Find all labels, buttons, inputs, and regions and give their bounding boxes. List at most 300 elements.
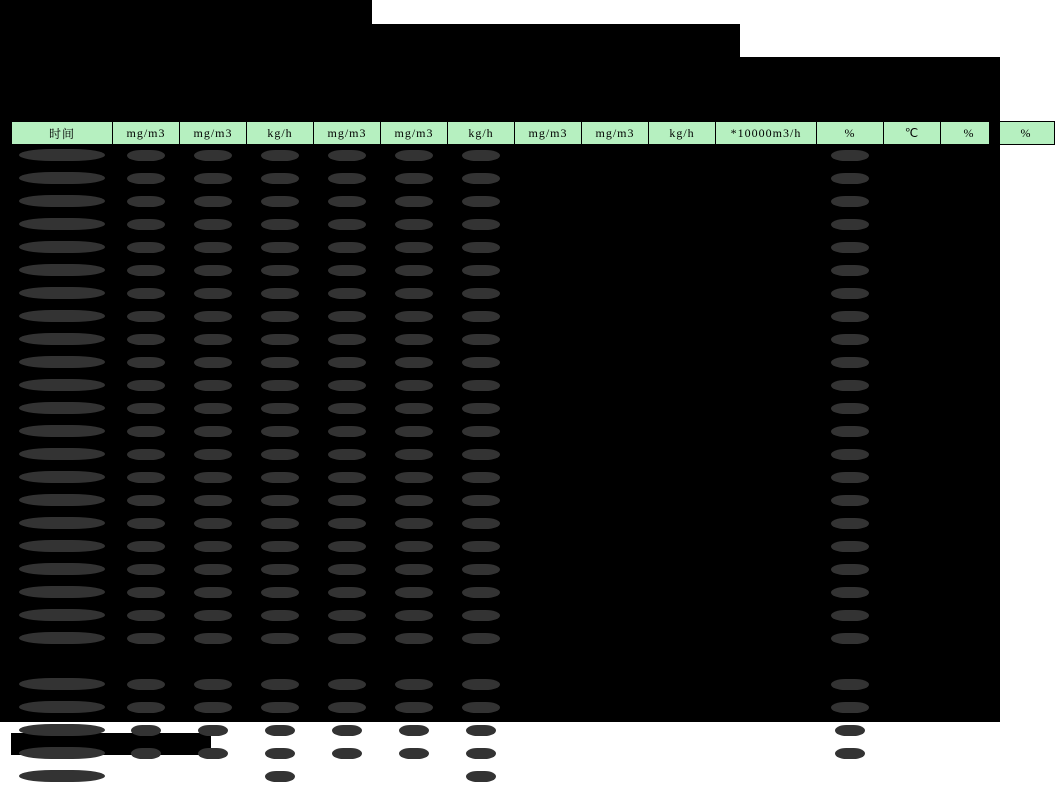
cell-r3-c6[interactable] [448, 214, 515, 237]
table-row[interactable] [12, 145, 1055, 169]
cell-r9-c7[interactable] [515, 352, 582, 375]
cell-r2-c14[interactable] [998, 191, 1055, 214]
cell-r9-c12[interactable] [884, 352, 941, 375]
cell-r11-c3[interactable] [247, 398, 314, 421]
cell-r8-c0[interactable] [12, 329, 113, 352]
cell-r11-c1[interactable] [113, 398, 180, 421]
cell-r26-c9[interactable] [649, 743, 716, 766]
cell-r9-c6[interactable] [448, 352, 515, 375]
cell-r10-c3[interactable] [247, 375, 314, 398]
cell-r19-c14[interactable] [998, 582, 1055, 605]
cell-r4-c9[interactable] [649, 237, 716, 260]
cell-r17-c12[interactable] [884, 536, 941, 559]
cell-r0-c14[interactable] [998, 145, 1055, 169]
cell-r15-c2[interactable] [180, 490, 247, 513]
cell-r10-c0[interactable] [12, 375, 113, 398]
cell-r12-c1[interactable] [113, 421, 180, 444]
cell-r19-c6[interactable] [448, 582, 515, 605]
cell-r21-c6[interactable] [448, 628, 515, 651]
cell-r17-c9[interactable] [649, 536, 716, 559]
cell-r17-c2[interactable] [180, 536, 247, 559]
cell-r12-c6[interactable] [448, 421, 515, 444]
cell-r16-c11[interactable] [817, 513, 884, 536]
table-row[interactable] [12, 306, 1055, 329]
cell-r21-c2[interactable] [180, 628, 247, 651]
cell-r27-c0[interactable] [12, 766, 113, 789]
cell-r22-c12[interactable] [884, 651, 941, 674]
cell-r6-c14[interactable] [998, 283, 1055, 306]
cell-r13-c3[interactable] [247, 444, 314, 467]
cell-r20-c3[interactable] [247, 605, 314, 628]
column-header-11[interactable]: % [817, 122, 884, 145]
cell-r16-c14[interactable] [998, 513, 1055, 536]
column-header-3[interactable]: kg/h [247, 122, 314, 145]
cell-r13-c7[interactable] [515, 444, 582, 467]
cell-r2-c0[interactable] [12, 191, 113, 214]
cell-r18-c11[interactable] [817, 559, 884, 582]
cell-r25-c12[interactable] [884, 720, 941, 743]
cell-r10-c7[interactable] [515, 375, 582, 398]
cell-r12-c10[interactable] [716, 421, 817, 444]
cell-r14-c8[interactable] [582, 467, 649, 490]
cell-r19-c1[interactable] [113, 582, 180, 605]
cell-r22-c9[interactable] [649, 651, 716, 674]
cell-r19-c10[interactable] [716, 582, 817, 605]
cell-r4-c3[interactable] [247, 237, 314, 260]
cell-r24-c11[interactable] [817, 697, 884, 720]
cell-r25-c13[interactable] [941, 720, 998, 743]
cell-r0-c10[interactable] [716, 145, 817, 169]
cell-r23-c9[interactable] [649, 674, 716, 697]
cell-r21-c5[interactable] [381, 628, 448, 651]
cell-r13-c8[interactable] [582, 444, 649, 467]
cell-r13-c2[interactable] [180, 444, 247, 467]
table-row[interactable] [12, 168, 1055, 191]
cell-r18-c7[interactable] [515, 559, 582, 582]
cell-r18-c2[interactable] [180, 559, 247, 582]
cell-r3-c9[interactable] [649, 214, 716, 237]
cell-r0-c7[interactable] [515, 145, 582, 169]
cell-r18-c0[interactable] [12, 559, 113, 582]
cell-r2-c10[interactable] [716, 191, 817, 214]
cell-r18-c1[interactable] [113, 559, 180, 582]
cell-r18-c4[interactable] [314, 559, 381, 582]
cell-r15-c1[interactable] [113, 490, 180, 513]
cell-r19-c3[interactable] [247, 582, 314, 605]
cell-r24-c10[interactable] [716, 697, 817, 720]
cell-r11-c4[interactable] [314, 398, 381, 421]
cell-r2-c11[interactable] [817, 191, 884, 214]
cell-r27-c5[interactable] [381, 766, 448, 789]
cell-r6-c3[interactable] [247, 283, 314, 306]
cell-r1-c10[interactable] [716, 168, 817, 191]
cell-r12-c5[interactable] [381, 421, 448, 444]
table-row[interactable] [12, 720, 1055, 743]
cell-r8-c3[interactable] [247, 329, 314, 352]
cell-r7-c5[interactable] [381, 306, 448, 329]
cell-r4-c4[interactable] [314, 237, 381, 260]
cell-r22-c8[interactable] [582, 651, 649, 674]
column-header-1[interactable]: mg/m3 [113, 122, 180, 145]
cell-r10-c11[interactable] [817, 375, 884, 398]
cell-r24-c14[interactable] [998, 697, 1055, 720]
cell-r9-c9[interactable] [649, 352, 716, 375]
cell-r5-c9[interactable] [649, 260, 716, 283]
cell-r12-c2[interactable] [180, 421, 247, 444]
cell-r4-c6[interactable] [448, 237, 515, 260]
cell-r20-c4[interactable] [314, 605, 381, 628]
cell-r7-c12[interactable] [884, 306, 941, 329]
cell-r17-c14[interactable] [998, 536, 1055, 559]
cell-r24-c7[interactable] [515, 697, 582, 720]
cell-r2-c1[interactable] [113, 191, 180, 214]
cell-r26-c6[interactable] [448, 743, 515, 766]
cell-r3-c8[interactable] [582, 214, 649, 237]
cell-r14-c7[interactable] [515, 467, 582, 490]
table-row[interactable] [12, 283, 1055, 306]
cell-r23-c3[interactable] [247, 674, 314, 697]
cell-r22-c3[interactable] [247, 651, 314, 674]
cell-r16-c1[interactable] [113, 513, 180, 536]
cell-r10-c14[interactable] [998, 375, 1055, 398]
table-row[interactable] [12, 444, 1055, 467]
cell-r12-c12[interactable] [884, 421, 941, 444]
cell-r11-c12[interactable] [884, 398, 941, 421]
cell-r26-c3[interactable] [247, 743, 314, 766]
cell-r20-c0[interactable] [12, 605, 113, 628]
cell-r9-c11[interactable] [817, 352, 884, 375]
cell-r20-c9[interactable] [649, 605, 716, 628]
cell-r21-c9[interactable] [649, 628, 716, 651]
cell-r4-c0[interactable] [12, 237, 113, 260]
table-row[interactable] [12, 329, 1055, 352]
cell-r27-c8[interactable] [582, 766, 649, 789]
cell-r11-c2[interactable] [180, 398, 247, 421]
column-header-8[interactable]: mg/m3 [582, 122, 649, 145]
cell-r8-c2[interactable] [180, 329, 247, 352]
table-row[interactable] [12, 398, 1055, 421]
cell-r14-c2[interactable] [180, 467, 247, 490]
cell-r18-c5[interactable] [381, 559, 448, 582]
column-header-12[interactable]: ℃ [884, 122, 941, 145]
cell-r23-c4[interactable] [314, 674, 381, 697]
cell-r12-c9[interactable] [649, 421, 716, 444]
cell-r18-c10[interactable] [716, 559, 817, 582]
cell-r22-c0[interactable] [12, 651, 113, 674]
cell-r0-c0[interactable] [12, 145, 113, 169]
cell-r7-c1[interactable] [113, 306, 180, 329]
cell-r13-c1[interactable] [113, 444, 180, 467]
cell-r18-c14[interactable] [998, 559, 1055, 582]
cell-r27-c14[interactable] [998, 766, 1055, 789]
cell-r3-c5[interactable] [381, 214, 448, 237]
cell-r15-c10[interactable] [716, 490, 817, 513]
cell-r16-c0[interactable] [12, 513, 113, 536]
cell-r6-c9[interactable] [649, 283, 716, 306]
cell-r24-c9[interactable] [649, 697, 716, 720]
cell-r3-c4[interactable] [314, 214, 381, 237]
cell-r14-c5[interactable] [381, 467, 448, 490]
cell-r14-c4[interactable] [314, 467, 381, 490]
table-row[interactable] [12, 674, 1055, 697]
cell-r1-c14[interactable] [998, 168, 1055, 191]
cell-r7-c4[interactable] [314, 306, 381, 329]
cell-r17-c11[interactable] [817, 536, 884, 559]
cell-r18-c8[interactable] [582, 559, 649, 582]
cell-r15-c8[interactable] [582, 490, 649, 513]
cell-r25-c5[interactable] [381, 720, 448, 743]
cell-r0-c9[interactable] [649, 145, 716, 169]
cell-r1-c3[interactable] [247, 168, 314, 191]
cell-r20-c8[interactable] [582, 605, 649, 628]
cell-r17-c6[interactable] [448, 536, 515, 559]
column-header-5[interactable]: mg/m3 [381, 122, 448, 145]
column-header-7[interactable]: mg/m3 [515, 122, 582, 145]
cell-r0-c3[interactable] [247, 145, 314, 169]
cell-r15-c6[interactable] [448, 490, 515, 513]
cell-r22-c5[interactable] [381, 651, 448, 674]
cell-r3-c2[interactable] [180, 214, 247, 237]
measurement-table[interactable] [11, 121, 1055, 789]
cell-r23-c5[interactable] [381, 674, 448, 697]
cell-r16-c6[interactable] [448, 513, 515, 536]
cell-r14-c14[interactable] [998, 467, 1055, 490]
cell-r19-c0[interactable] [12, 582, 113, 605]
cell-r8-c5[interactable] [381, 329, 448, 352]
cell-r11-c0[interactable] [12, 398, 113, 421]
cell-r5-c5[interactable] [381, 260, 448, 283]
cell-r20-c12[interactable] [884, 605, 941, 628]
cell-r2-c2[interactable] [180, 191, 247, 214]
cell-r12-c0[interactable] [12, 421, 113, 444]
cell-r8-c12[interactable] [884, 329, 941, 352]
cell-r14-c0[interactable] [12, 467, 113, 490]
cell-r26-c8[interactable] [582, 743, 649, 766]
column-header-10[interactable]: *10000m3/h [716, 122, 817, 145]
table-row[interactable] [12, 467, 1055, 490]
cell-r12-c8[interactable] [582, 421, 649, 444]
cell-r8-c7[interactable] [515, 329, 582, 352]
table-row[interactable] [12, 352, 1055, 375]
cell-r6-c6[interactable] [448, 283, 515, 306]
cell-r5-c2[interactable] [180, 260, 247, 283]
cell-r19-c8[interactable] [582, 582, 649, 605]
cell-r27-c2[interactable] [180, 766, 247, 789]
cell-r6-c11[interactable] [817, 283, 884, 306]
cell-r5-c8[interactable] [582, 260, 649, 283]
cell-r7-c10[interactable] [716, 306, 817, 329]
cell-r16-c7[interactable] [515, 513, 582, 536]
cell-r18-c12[interactable] [884, 559, 941, 582]
cell-r14-c12[interactable] [884, 467, 941, 490]
cell-r20-c5[interactable] [381, 605, 448, 628]
cell-r1-c1[interactable] [113, 168, 180, 191]
cell-r27-c13[interactable] [941, 766, 998, 789]
cell-r2-c6[interactable] [448, 191, 515, 214]
cell-r20-c1[interactable] [113, 605, 180, 628]
cell-r6-c7[interactable] [515, 283, 582, 306]
cell-r10-c2[interactable] [180, 375, 247, 398]
cell-r20-c7[interactable] [515, 605, 582, 628]
cell-r17-c10[interactable] [716, 536, 817, 559]
cell-r13-c14[interactable] [998, 444, 1055, 467]
cell-r4-c8[interactable] [582, 237, 649, 260]
cell-r0-c11[interactable] [817, 145, 884, 169]
cell-r15-c14[interactable] [998, 490, 1055, 513]
cell-r12-c14[interactable] [998, 421, 1055, 444]
cell-r16-c4[interactable] [314, 513, 381, 536]
cell-r3-c3[interactable] [247, 214, 314, 237]
cell-r13-c10[interactable] [716, 444, 817, 467]
cell-r16-c9[interactable] [649, 513, 716, 536]
cell-r16-c12[interactable] [884, 513, 941, 536]
cell-r1-c7[interactable] [515, 168, 582, 191]
column-header-13[interactable]: % [941, 122, 998, 145]
cell-r3-c10[interactable] [716, 214, 817, 237]
cell-r10-c10[interactable] [716, 375, 817, 398]
cell-r4-c10[interactable] [716, 237, 817, 260]
cell-r9-c0[interactable] [12, 352, 113, 375]
column-header-9[interactable]: kg/h [649, 122, 716, 145]
cell-r13-c0[interactable] [12, 444, 113, 467]
cell-r9-c5[interactable] [381, 352, 448, 375]
cell-r5-c12[interactable] [884, 260, 941, 283]
cell-r24-c3[interactable] [247, 697, 314, 720]
cell-r25-c0[interactable] [12, 720, 113, 743]
cell-r8-c6[interactable] [448, 329, 515, 352]
cell-r26-c12[interactable] [884, 743, 941, 766]
cell-r4-c12[interactable] [884, 237, 941, 260]
cell-r0-c4[interactable] [314, 145, 381, 169]
cell-r10-c4[interactable] [314, 375, 381, 398]
cell-r14-c6[interactable] [448, 467, 515, 490]
cell-r0-c8[interactable] [582, 145, 649, 169]
cell-r27-c4[interactable] [314, 766, 381, 789]
cell-r5-c7[interactable] [515, 260, 582, 283]
cell-r11-c6[interactable] [448, 398, 515, 421]
cell-r7-c7[interactable] [515, 306, 582, 329]
cell-r21-c12[interactable] [884, 628, 941, 651]
cell-r23-c8[interactable] [582, 674, 649, 697]
cell-r22-c7[interactable] [515, 651, 582, 674]
cell-r2-c7[interactable] [515, 191, 582, 214]
cell-r2-c3[interactable] [247, 191, 314, 214]
cell-r1-c5[interactable] [381, 168, 448, 191]
cell-r5-c1[interactable] [113, 260, 180, 283]
cell-r11-c7[interactable] [515, 398, 582, 421]
cell-r12-c7[interactable] [515, 421, 582, 444]
cell-r4-c2[interactable] [180, 237, 247, 260]
cell-r26-c14[interactable] [998, 743, 1055, 766]
cell-r21-c7[interactable] [515, 628, 582, 651]
cell-r8-c4[interactable] [314, 329, 381, 352]
cell-r26-c2[interactable] [180, 743, 247, 766]
cell-r0-c6[interactable] [448, 145, 515, 169]
cell-r14-c3[interactable] [247, 467, 314, 490]
table-row[interactable] [12, 513, 1055, 536]
cell-r23-c1[interactable] [113, 674, 180, 697]
cell-r1-c9[interactable] [649, 168, 716, 191]
cell-r17-c3[interactable] [247, 536, 314, 559]
cell-r15-c4[interactable] [314, 490, 381, 513]
table-row[interactable] [12, 237, 1055, 260]
cell-r27-c10[interactable] [716, 766, 817, 789]
cell-r27-c7[interactable] [515, 766, 582, 789]
column-header-2[interactable]: mg/m3 [180, 122, 247, 145]
cell-r1-c11[interactable] [817, 168, 884, 191]
cell-r6-c5[interactable] [381, 283, 448, 306]
cell-r9-c2[interactable] [180, 352, 247, 375]
cell-r13-c6[interactable] [448, 444, 515, 467]
cell-r24-c5[interactable] [381, 697, 448, 720]
cell-r21-c8[interactable] [582, 628, 649, 651]
cell-r25-c6[interactable] [448, 720, 515, 743]
cell-r23-c11[interactable] [817, 674, 884, 697]
cell-r21-c14[interactable] [998, 628, 1055, 651]
cell-r0-c2[interactable] [180, 145, 247, 169]
cell-r21-c1[interactable] [113, 628, 180, 651]
cell-r2-c4[interactable] [314, 191, 381, 214]
table-row[interactable] [12, 766, 1055, 789]
cell-r2-c9[interactable] [649, 191, 716, 214]
cell-r14-c9[interactable] [649, 467, 716, 490]
cell-r10-c9[interactable] [649, 375, 716, 398]
cell-r24-c4[interactable] [314, 697, 381, 720]
cell-r10-c12[interactable] [884, 375, 941, 398]
column-header-0[interactable]: 时间 [12, 122, 113, 145]
cell-r26-c0[interactable] [12, 743, 113, 766]
cell-r6-c12[interactable] [884, 283, 941, 306]
cell-r27-c12[interactable] [884, 766, 941, 789]
cell-r24-c6[interactable] [448, 697, 515, 720]
cell-r8-c9[interactable] [649, 329, 716, 352]
cell-r4-c1[interactable] [113, 237, 180, 260]
cell-r17-c8[interactable] [582, 536, 649, 559]
table-body[interactable] [12, 145, 1055, 789]
cell-r13-c11[interactable] [817, 444, 884, 467]
cell-r23-c6[interactable] [448, 674, 515, 697]
cell-r17-c4[interactable] [314, 536, 381, 559]
cell-r27-c1[interactable] [113, 766, 180, 789]
cell-r6-c8[interactable] [582, 283, 649, 306]
cell-r23-c12[interactable] [884, 674, 941, 697]
cell-r27-c11[interactable] [817, 766, 884, 789]
cell-r4-c5[interactable] [381, 237, 448, 260]
cell-r6-c1[interactable] [113, 283, 180, 306]
cell-r11-c11[interactable] [817, 398, 884, 421]
cell-r22-c1[interactable] [113, 651, 180, 674]
cell-r19-c9[interactable] [649, 582, 716, 605]
cell-r15-c7[interactable] [515, 490, 582, 513]
cell-r27-c6[interactable] [448, 766, 515, 789]
cell-r7-c6[interactable] [448, 306, 515, 329]
cell-r5-c10[interactable] [716, 260, 817, 283]
cell-r14-c10[interactable] [716, 467, 817, 490]
cell-r11-c5[interactable] [381, 398, 448, 421]
table-row[interactable] [12, 375, 1055, 398]
cell-r25-c8[interactable] [582, 720, 649, 743]
cell-r8-c11[interactable] [817, 329, 884, 352]
cell-r17-c0[interactable] [12, 536, 113, 559]
cell-r18-c3[interactable] [247, 559, 314, 582]
cell-r6-c2[interactable] [180, 283, 247, 306]
cell-r7-c9[interactable] [649, 306, 716, 329]
cell-r15-c3[interactable] [247, 490, 314, 513]
cell-r8-c1[interactable] [113, 329, 180, 352]
table-row[interactable] [12, 536, 1055, 559]
table-row[interactable] [12, 582, 1055, 605]
cell-r12-c4[interactable] [314, 421, 381, 444]
